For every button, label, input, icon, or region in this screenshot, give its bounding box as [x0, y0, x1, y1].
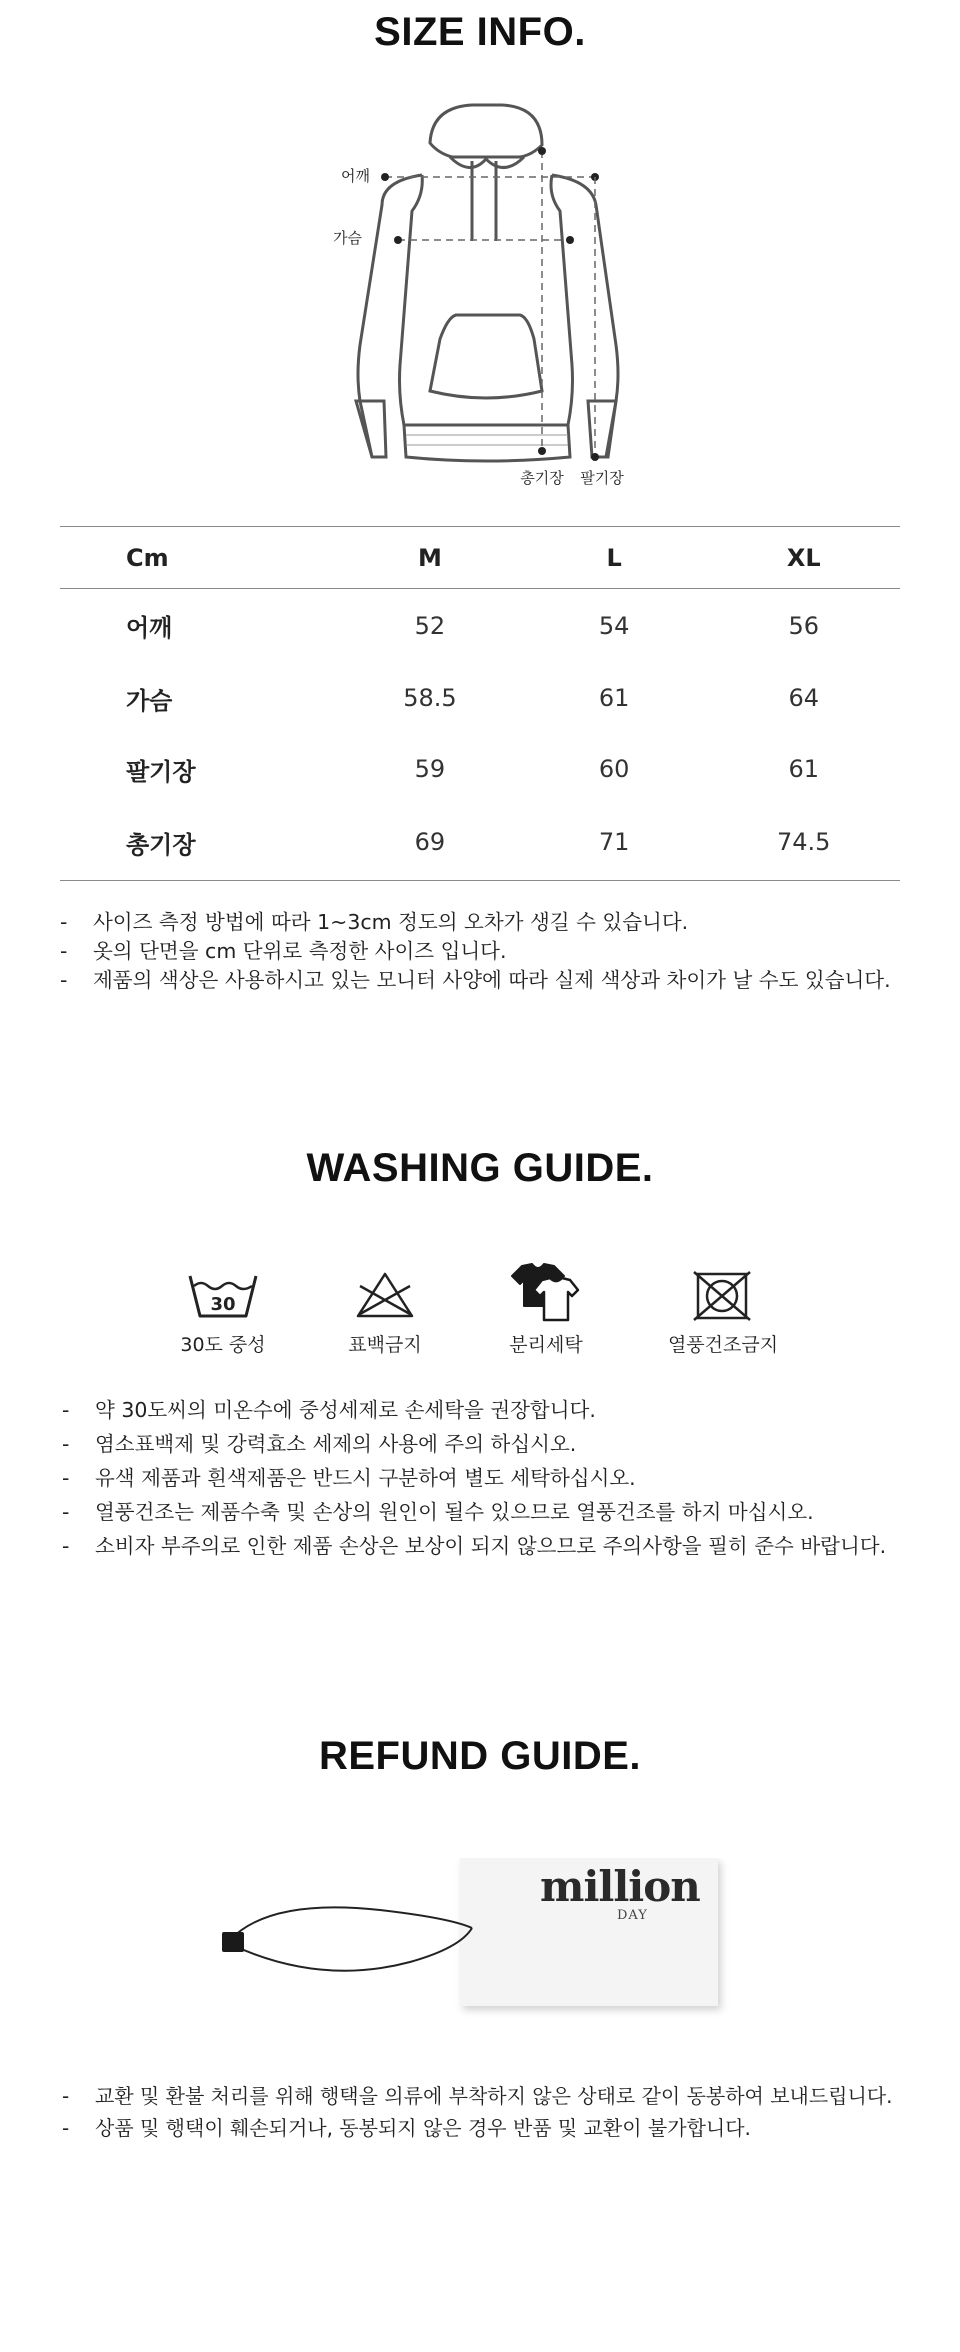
note-item: - 소비자 부주의로 인한 제품 손상은 보상이 되지 않으므로 주의사항을 필히 준수 바랍니다. [62, 1529, 886, 1563]
table-cell: 54 [598, 611, 630, 640]
size-table-header: L [521, 527, 708, 589]
note-item: - 염소표백제 및 강력효소 세제의 사용에 주의 하십시오. [62, 1427, 886, 1461]
row-label: 가슴 [126, 686, 173, 715]
washing-guide-title: WASHING GUIDE. [306, 1146, 654, 1190]
size-table-header: XL [707, 527, 900, 589]
separate-wash-icon [508, 1262, 582, 1324]
table-row [60, 589, 900, 663]
size-info-title: SIZE INFO. [374, 10, 586, 54]
tag-brand-logo: million [540, 1862, 700, 1911]
refund-guide-title: REFUND GUIDE. [318, 1734, 642, 1778]
wash-label-separate: 분리세탁 [509, 1334, 583, 1356]
diagram-label-shoulder: 어깨 [341, 167, 370, 185]
svg-text:30: 30 [210, 1294, 236, 1315]
note-item: - 약 30도씨의 미온수에 중성세제로 손세탁을 권장합니다. [62, 1393, 886, 1427]
row-label: 팔기장 [126, 757, 196, 786]
wash-label-30: 30도 중성 [180, 1334, 266, 1356]
table-cell: 59 [414, 755, 446, 783]
tag-brand-sub: DAY [617, 1908, 648, 1923]
table-cell: 52 [414, 611, 446, 640]
note-item: - 제품의 색상은 사용하시고 있는 모니터 사양에 따라 실제 색상과 차이가 날 수도 있습니다. [60, 966, 891, 995]
refund-notes [62, 2080, 893, 2144]
table-cell: 69 [414, 828, 446, 857]
no-bleach-icon [354, 1270, 416, 1320]
size-notes [60, 908, 891, 995]
note-item: - 상품 및 행택이 훼손되거나, 동봉되지 않은 경우 반품 및 교환이 불가합니다. [62, 2112, 893, 2144]
wash-30-neutral-icon [186, 1270, 260, 1322]
size-table [60, 526, 900, 881]
table-cell: 71 [598, 828, 630, 857]
size-table-header: Cm [60, 527, 339, 589]
diagram-label-length: 총기장 [520, 469, 564, 487]
wash-label-no-bleach: 표백금지 [348, 1334, 422, 1356]
table-row [60, 805, 900, 881]
no-tumble-dry-icon [692, 1270, 752, 1322]
hoodie-measurement-diagram [320, 95, 640, 495]
row-label: 어깨 [126, 614, 173, 643]
diagram-label-sleeve: 팔기장 [580, 469, 624, 487]
wash-label-no-dry: 열풍건조금지 [667, 1334, 779, 1356]
note-item: - 사이즈 측정 방법에 따라 1~3cm 정도의 오차가 생길 수 있습니다. [60, 908, 891, 937]
table-cell: 74.5 [776, 828, 831, 857]
size-table-header-row [60, 527, 900, 589]
table-cell: 61 [598, 684, 630, 712]
table-row [60, 734, 900, 805]
note-item: - 옷의 단면을 cm 단위로 측정한 사이즈 입니다. [60, 937, 891, 966]
table-row [60, 663, 900, 734]
note-item: - 교환 및 환불 처리를 위해 행택을 의류에 부착하지 않은 상태로 같이 동봉하여 보내드립니다. [62, 2080, 893, 2112]
note-item: - 열풍건조는 제품수축 및 손상의 원인이 될수 있으므로 열풍건조를 하지 마십시오. [62, 1495, 886, 1529]
size-table-header: M [339, 527, 521, 589]
row-label: 총기장 [126, 830, 196, 859]
note-item: - 유색 제품과 흰색제품은 반드시 구분하여 별도 세탁하십시오. [62, 1461, 886, 1495]
table-cell: 64 [788, 684, 819, 712]
table-cell: 58.5 [403, 684, 457, 712]
table-cell: 56 [788, 611, 819, 640]
table-cell: 61 [788, 755, 819, 783]
washing-notes [62, 1393, 886, 1563]
table-cell: 60 [598, 755, 630, 783]
diagram-label-chest: 가슴 [333, 229, 362, 247]
